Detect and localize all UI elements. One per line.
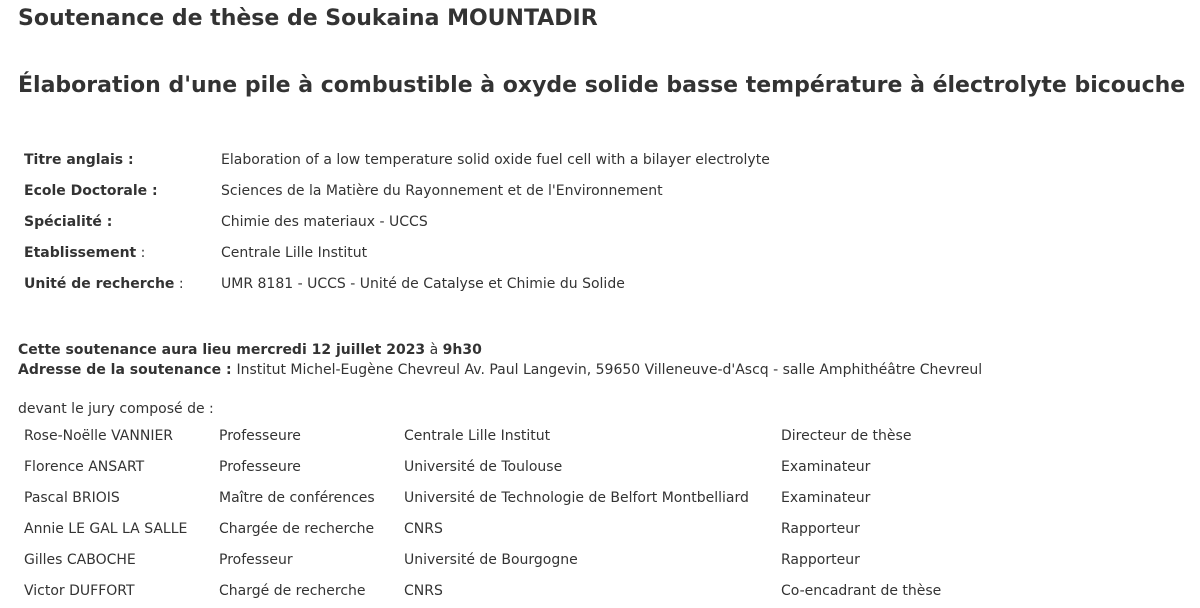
info-value: Sciences de la Matière du Rayonnement et de l'Environnement [221,182,663,199]
table-row [18,575,947,606]
info-row-specialty: Spécialité : Chimie des materiaux - UCCS [18,206,776,237]
info-label: Unité de recherche [24,275,175,292]
jury-name: Gilles CABOCHE [24,551,136,568]
defense-details [18,340,982,380]
info-value: Chimie des materiaux - UCCS [221,213,428,230]
info-row-establishment: Etablissement : Centrale Lille Institut [18,237,776,268]
jury-institution: CNRS [404,520,443,537]
info-value: Elaboration of a low temperature solid oxide fuel cell with a bilayer electrolyte [221,151,770,168]
jury-title: Professeure [219,458,301,475]
jury-title: Chargée de recherche [219,520,375,537]
jury-role: Rapporteur [781,551,860,568]
jury-title: Maître de conférences [219,489,375,506]
info-row-research-unit: Unité de recherche : UMR 8181 - UCCS - Unité de Catalyse et Chimie du Solide [18,268,776,299]
jury-role: Rapporteur [781,520,860,537]
info-label: Titre anglais [24,151,124,168]
table-row [18,544,947,575]
defense-date: Cette soutenance aura lieu mercredi 12 juillet 2023 à 9h30 [18,342,482,358]
page-title: Soutenance de thèse de Soukaina MOUNTADIR [18,6,598,31]
info-row-english-title: Titre anglais : Elaboration of a low temperature solid oxide fuel cell with a bilayer electrolyte [18,144,776,175]
jury-table [18,420,947,606]
jury-name: Pascal BRIOIS [24,489,120,506]
jury-institution: Centrale Lille Institut [404,427,551,444]
info-label: Etablissement [24,244,137,261]
info-label: Ecole Doctorale [24,182,148,199]
jury-name: Rose-Noëlle VANNIER [24,427,174,444]
jury-institution: Université de Toulouse [404,458,563,475]
table-row [18,482,947,513]
info-row-doctoral-school: Ecole Doctorale : Sciences de la Matière du Rayonnement et de l'Environnement [18,175,776,206]
jury-role: Examinateur [781,458,871,475]
table-row [18,420,947,451]
defense-address: Adresse de la soutenance : Institut Michel-Eugène Chevreul Av. Paul Langevin, 59650 Villeneuve-d'Ascq - salle Amphithéâtre Chevreul [18,362,983,378]
jury-institution: Université de Bourgogne [404,551,578,568]
jury-role: Directeur de thèse [781,427,912,444]
jury-role: Co-encadrant de thèse [781,582,942,599]
info-label: Spécialité [24,213,102,230]
info-value: UMR 8181 - UCCS - Unité de Catalyse et Chimie du Solide [221,275,625,292]
jury-institution: CNRS [404,582,443,599]
info-value: Centrale Lille Institut [221,244,368,261]
table-row [18,513,947,544]
jury-name: Victor DUFFORT [24,582,135,599]
table-row [18,451,947,482]
jury-title: Chargé de recherche [219,582,366,599]
jury-name: Florence ANSART [24,458,145,475]
jury-title: Professeur [219,551,293,568]
jury-name: Annie LE GAL LA SALLE [24,520,188,537]
jury-role: Examinateur [781,489,871,506]
thesis-info-table [18,144,776,299]
jury-institution: Université de Technologie de Belfort Montbelliard [404,489,749,506]
thesis-title: Élaboration d'une pile à combustible à oxyde solide basse température à électrolyte bicouche [18,73,1186,98]
jury-title: Professeure [219,427,301,444]
jury-intro: devant le jury composé de : [18,401,214,417]
